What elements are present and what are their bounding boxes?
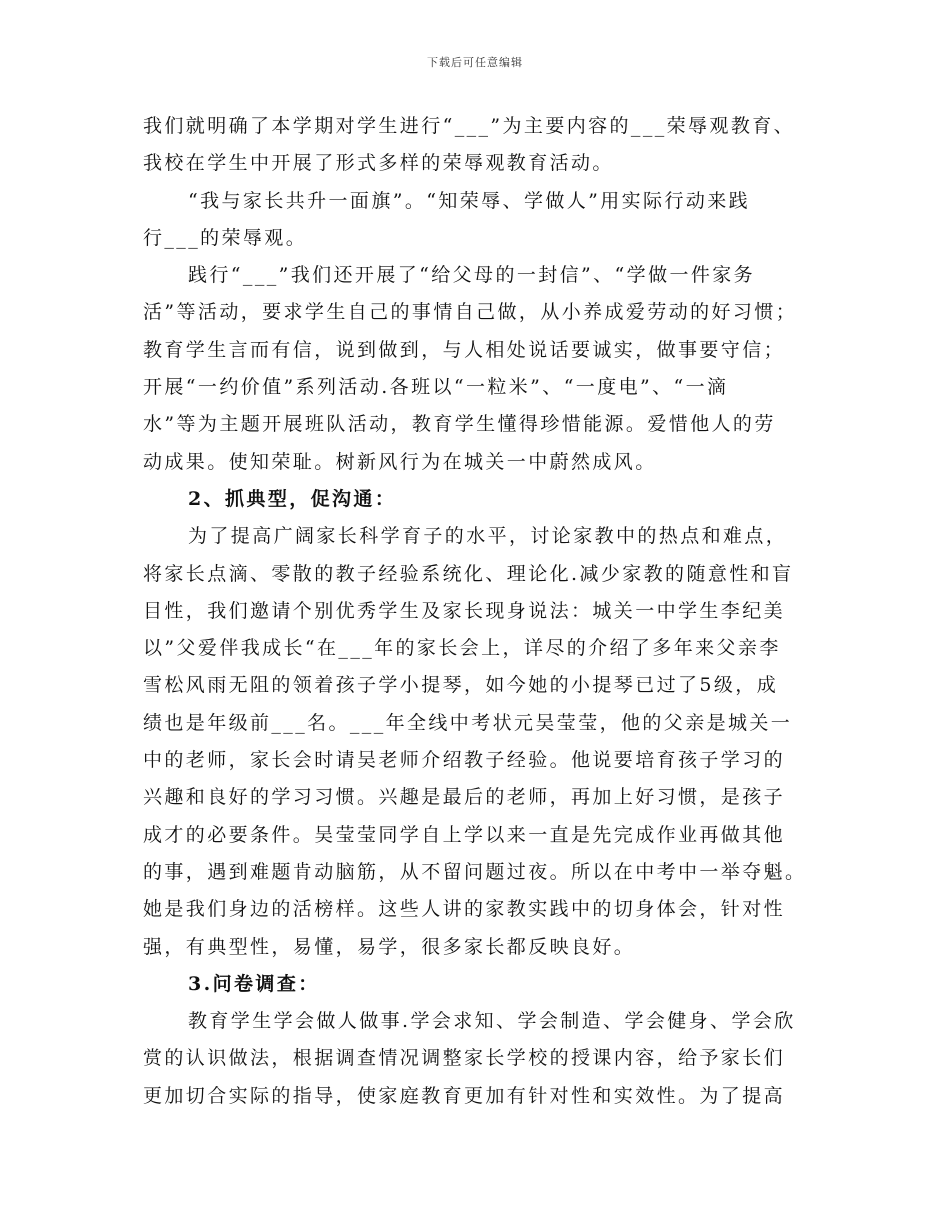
text-line: 为了提高广阔家长科学育子的水平，讨论家教中的热点和难点，	[188, 525, 788, 548]
text-line: 活”等活动，要求学生自己的事情自己做，从小养成爱劳动的好习惯；	[143, 301, 798, 324]
text-line: 她是我们身边的活榜样。这些人讲的家教实践中的切身体会，针对性	[143, 898, 786, 921]
text-line: 开展“一约价值”系列活动.各班以“一粒米”、“一度电”、“一滴	[143, 376, 729, 399]
text-line: 教育学生言而有信，说到做到，与人相处说话要诚实，做事要守信；	[143, 338, 786, 361]
text-line: 以”父爱伴我成长“在___年的家长会上，详尽的介绍了多年来父亲李	[143, 637, 781, 660]
text-line: 教育学生学会做人做事.学会求知、学会制造、学会健身、学会欣	[188, 1010, 796, 1033]
text-line: “我与家长共升一面旗”。“知荣辱、学做人”用实际行动来践	[188, 189, 751, 212]
text-line: 水”等为主题开展班队活动，教育学生懂得珍惜能源。爱惜他人的劳	[143, 413, 776, 436]
section-heading: 2、抓典型，促沟通：	[188, 487, 397, 510]
text-line: 雪松风雨无阻的领着孩子学小提琴，如今她的小提琴已过了5级，成	[143, 674, 779, 697]
text-line: 赏的认识做法，根据调查情况调整家长学校的授课内容，给予家长们	[143, 1047, 786, 1070]
text-line: 的事，遇到难题肯动脑筋，从不留问题过夜。所以在中考中一举夺魁。	[143, 860, 807, 883]
text-line: 更加切合实际的指导，使家庭教育更加有针对性和实效性。为了提高	[143, 1084, 786, 1107]
document-body	[143, 108, 823, 1115]
text-line: 目性，我们邀请个别优秀学生及家长现身说法：城关一中学生李纪美	[143, 599, 786, 622]
text-line: 践行“___”我们还开展了“给父母的一封信”、“学做一件家务	[188, 264, 756, 287]
text-line: 兴趣和良好的学习习惯。兴趣是最后的老师，再加上好习惯，是孩子	[143, 786, 786, 809]
page-header-note: 下载后可任意编辑	[427, 56, 523, 69]
text-line: 成才的必要条件。吴莹莹同学自上学以来一直是先完成作业再做其他	[143, 823, 786, 846]
text-line: 强，有典型性，易懂，易学，很多家长都反映良好。	[143, 935, 636, 958]
text-line: 我校在学生中开展了形式多样的荣辱观教育活动。	[143, 152, 614, 175]
text-line: 行___的荣辱观。	[143, 226, 308, 249]
text-line: 绩也是年级前___名。___年全线中考状元吴莹莹，他的父亲是城关一	[143, 711, 793, 734]
text-line: 动成果。使知荣耻。树新风行为在城关一中蔚然成风。	[143, 450, 657, 473]
text-line: 将家长点滴、零散的教子经验系统化、理论化.减少家教的随意性和盲	[143, 562, 794, 585]
section-heading: 3.问卷调查：	[188, 972, 320, 995]
text-line: 中的老师，家长会时请吴老师介绍教子经验。他说要培育孩子学习的	[143, 749, 786, 772]
text-line: 我们就明确了本学期对学生进行“___”为主要内容的___荣辱观教育、	[143, 115, 796, 137]
